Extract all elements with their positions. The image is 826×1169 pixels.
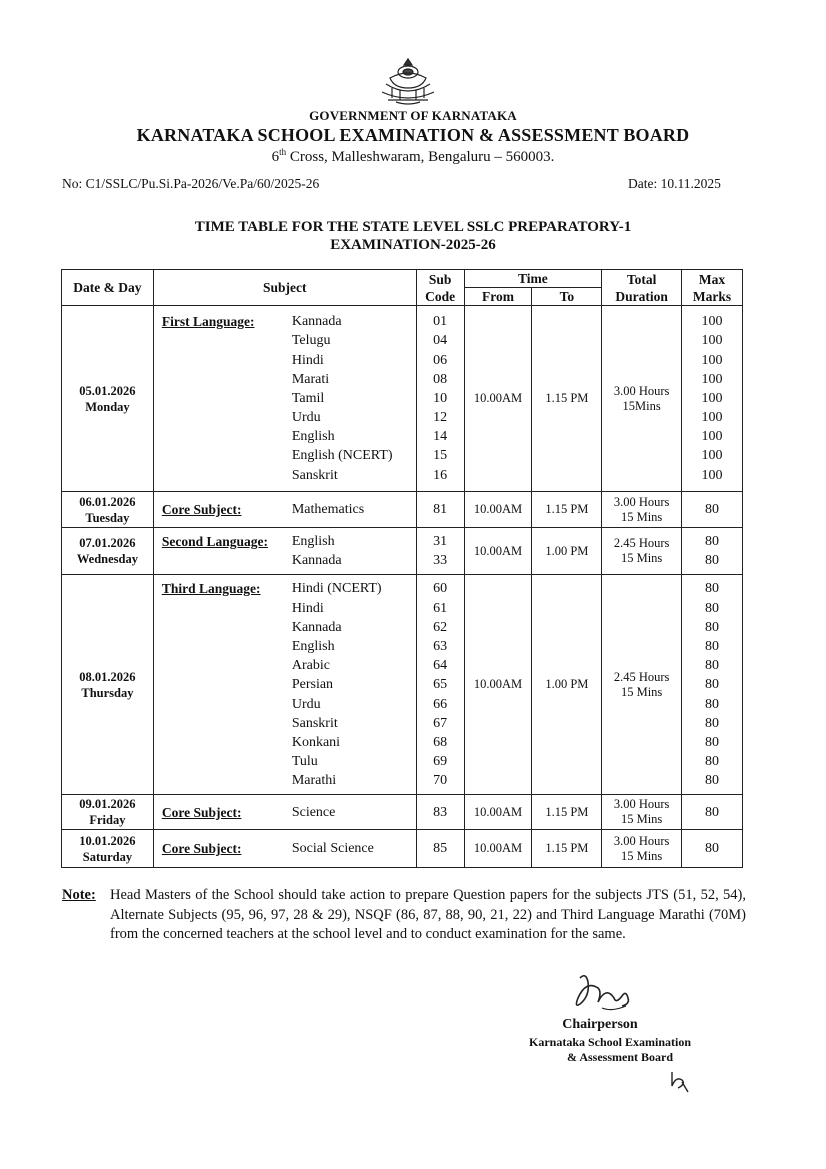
duration-hours: 3.00 Hours: [613, 383, 670, 398]
sub-code: 14: [433, 429, 448, 445]
sub-code: 66: [433, 696, 448, 712]
subject-list: [292, 500, 364, 519]
max-marks-cell: [682, 306, 743, 492]
sub-code-cell: [416, 795, 464, 830]
date-day-cell: [62, 306, 154, 492]
sub-code: 04: [433, 333, 448, 349]
initials-icon: [668, 1068, 694, 1094]
max-marks: 80: [705, 658, 720, 674]
max-marks: 100: [701, 429, 723, 445]
sub-code-cell: [416, 306, 464, 492]
subject-group-label: Core Subject:: [161, 841, 242, 857]
sub-code: 12: [433, 410, 448, 426]
sub-code-cell: [416, 492, 464, 528]
subject-name: Tamil: [291, 390, 325, 406]
board-name: KARNATAKA SCHOOL EXAMINATION & ASSESSMENT BOARD: [136, 125, 690, 145]
max-marks-cell: [682, 575, 743, 795]
subject-group-label: Second Language:: [161, 534, 268, 549]
max-marks: 80: [705, 696, 720, 712]
subject-name: Social Science: [291, 841, 374, 857]
note-label: Note:: [62, 887, 96, 903]
max-marks: 80: [705, 715, 720, 731]
sub-code: 68: [433, 734, 448, 750]
subject-name: Marati: [291, 371, 330, 387]
max-marks: 100: [701, 371, 723, 387]
sub-code: 60: [433, 581, 448, 597]
document-title-line1: TIME TABLE FOR THE STATE LEVEL SSLC PREPARATORY-1: [194, 219, 632, 235]
duration-hours: 2.45 Hours: [613, 669, 670, 684]
table-row: [62, 306, 743, 492]
exam-day: Friday: [89, 813, 126, 828]
max-marks: 80: [705, 677, 720, 693]
total-duration-cell: [602, 830, 682, 868]
time-from: 10.00AM: [464, 306, 532, 492]
duration-mins: 15Mins: [622, 398, 661, 413]
subject-name: Telugu: [291, 333, 331, 349]
sub-code-cell: [416, 830, 464, 868]
header-from: From: [464, 288, 532, 306]
subject-name: English: [291, 638, 335, 654]
header-total-duration: Total Duration: [602, 270, 682, 306]
max-marks: 80: [705, 638, 720, 654]
subject-list: [292, 579, 382, 790]
table-row: [62, 528, 743, 575]
subject-name: Urdu: [291, 410, 321, 426]
sub-code: 81: [433, 501, 448, 517]
duration-mins: 15 Mins: [620, 684, 663, 699]
exam-date: 10.01.2026: [79, 833, 136, 848]
subject-name: Konkani: [291, 734, 341, 750]
sub-code: 63: [433, 638, 448, 654]
subject-name: Sanskrit: [291, 715, 338, 731]
duration-hours: 2.45 Hours: [613, 536, 670, 551]
max-marks: 80: [705, 600, 720, 616]
sub-code: 64: [433, 658, 448, 674]
table-row: [62, 492, 743, 528]
exam-date: 09.01.2026: [79, 797, 136, 812]
subject-group-label: Third Language:: [161, 581, 261, 597]
subject-cell: [153, 528, 416, 575]
document-date: Date: 10.11.2025: [628, 176, 721, 191]
max-marks: 100: [701, 467, 723, 483]
max-marks: 100: [701, 314, 723, 330]
subject-name: Kannada: [291, 553, 342, 569]
max-marks: 80: [705, 553, 720, 569]
duration-mins: 15 Mins: [620, 509, 663, 524]
total-duration-cell: [602, 492, 682, 528]
table-row: [62, 795, 743, 830]
subject-name: Arabic: [291, 658, 330, 674]
sub-code: 10: [433, 390, 448, 406]
subject-cell: [153, 830, 416, 868]
header-date-day: Date & Day: [62, 270, 154, 306]
sub-code-cell: [416, 528, 464, 575]
sub-code: 08: [433, 371, 448, 387]
max-marks: 100: [701, 390, 723, 406]
header-max-marks: Max Marks: [682, 270, 743, 306]
exam-day: Monday: [85, 399, 130, 414]
date-day-cell: [62, 528, 154, 575]
sub-code: 83: [433, 804, 448, 820]
total-duration-cell: [602, 306, 682, 492]
subject-cell: [153, 306, 416, 492]
exam-day: Tuesday: [85, 510, 130, 525]
date-day-cell: [62, 492, 154, 528]
total-duration-cell: [602, 575, 682, 795]
sub-code: 31: [433, 534, 448, 549]
max-marks: 80: [705, 581, 720, 597]
sub-code: 85: [433, 841, 448, 857]
sub-code: 62: [433, 619, 448, 635]
max-marks: 80: [705, 804, 720, 820]
time-to: 1.15 PM: [532, 830, 602, 868]
max-marks: 80: [705, 501, 720, 517]
state-emblem-icon: [376, 56, 440, 106]
subject-list: [292, 803, 336, 822]
duration-hours: 3.00 Hours: [613, 833, 670, 848]
duration-hours: 3.00 Hours: [613, 797, 670, 812]
subject-list: [292, 312, 393, 485]
subject-name: Tulu: [291, 754, 318, 770]
header-sub-code: Sub Code: [416, 270, 464, 306]
subject-name: Kannada: [291, 619, 342, 635]
sub-code: 65: [433, 677, 448, 693]
max-marks-cell: [682, 492, 743, 528]
subject-group-label: Core Subject:: [161, 804, 242, 820]
max-marks: 100: [701, 410, 723, 426]
time-to: 1.00 PM: [532, 575, 602, 795]
exam-date: 06.01.2026: [79, 494, 136, 509]
time-from: 10.00AM: [464, 830, 532, 868]
subject-cell: [153, 795, 416, 830]
max-marks: 100: [701, 448, 723, 464]
sub-code-cell: [416, 575, 464, 795]
note-section: [62, 886, 746, 945]
max-marks: 80: [705, 773, 720, 789]
signatory-org-line1: Karnataka School Examination: [528, 1035, 692, 1049]
subject-list: [292, 839, 374, 858]
max-marks: 80: [705, 841, 720, 857]
header-time: Time: [464, 270, 602, 288]
sub-code: 67: [433, 715, 448, 731]
subject-name: Mathematics: [291, 501, 365, 517]
sub-code: 06: [433, 352, 448, 368]
max-marks-cell: [682, 795, 743, 830]
header-to: To: [532, 288, 602, 306]
subject-name: Hindi: [291, 352, 324, 368]
exam-day: Thursday: [81, 685, 134, 700]
duration-mins: 15 Mins: [620, 848, 663, 863]
document-title-line2: EXAMINATION-2025-26: [330, 237, 496, 253]
subject-name: Sanskrit: [291, 467, 338, 483]
subject-name: Hindi (NCERT): [291, 581, 382, 597]
board-address: 6th Cross, Malleshwaram, Bengaluru – 560003.: [271, 147, 555, 165]
subject-cell: [153, 492, 416, 528]
sub-code: 16: [433, 467, 448, 483]
max-marks: 80: [705, 534, 720, 549]
header-subject: Subject: [153, 270, 416, 306]
signature-icon: [562, 968, 652, 1016]
time-to: 1.15 PM: [532, 492, 602, 528]
max-marks: 80: [705, 619, 720, 635]
signatory-title: Chairperson: [562, 1017, 638, 1032]
date-day-cell: [62, 795, 154, 830]
time-from: 10.00AM: [464, 795, 532, 830]
subject-name: English (NCERT): [291, 448, 393, 464]
duration-mins: 15 Mins: [620, 812, 663, 827]
total-duration-cell: [602, 795, 682, 830]
sub-code: 01: [433, 314, 448, 330]
exam-date: 05.01.2026: [79, 383, 136, 398]
time-from: 10.00AM: [464, 492, 532, 528]
subject-cell: [153, 575, 416, 795]
max-marks-cell: [682, 830, 743, 868]
reference-number: No: C1/SSLC/Pu.Si.Pa-2026/Ve.Pa/60/2025-26: [62, 176, 320, 191]
max-marks: 80: [705, 734, 720, 750]
total-duration-cell: [602, 528, 682, 575]
note-text: Head Masters of the School should take action to prepare Question papers for the subjects JTS (51, 52, 54), Alternate Subjects (95, 96, 97, 28 & 29), NSQF (86, 87, 88, 90, 21, 22) and Third Language Marathi (70M) from the concerned teachers at the school level and to conduct examination for the same.: [110, 887, 746, 942]
sub-code: 15: [433, 448, 448, 464]
table-row: [62, 830, 743, 868]
sub-code: 61: [433, 600, 448, 616]
time-from: 10.00AM: [464, 528, 532, 575]
max-marks: 100: [701, 352, 723, 368]
exam-day: Saturday: [82, 849, 133, 864]
sub-code: 69: [433, 754, 448, 770]
exam-date: 08.01.2026: [79, 669, 136, 684]
date-day-cell: [62, 575, 154, 795]
subject-name: Marathi: [291, 773, 337, 789]
subject-name: Science: [291, 804, 336, 820]
duration-mins: 15 Mins: [620, 551, 663, 566]
max-marks-cell: [682, 528, 743, 575]
subject-name: Urdu: [291, 696, 321, 712]
subject-name: Hindi: [291, 600, 324, 616]
table-row: [62, 575, 743, 795]
subject-group-label: Core Subject:: [161, 501, 242, 517]
exam-day: Wednesday: [76, 552, 138, 567]
sub-code: 33: [433, 553, 448, 569]
time-from: 10.00AM: [464, 575, 532, 795]
exam-date: 07.01.2026: [79, 536, 136, 551]
timetable: [61, 269, 743, 868]
subject-group-label: First Language:: [161, 314, 255, 330]
subject-name: Kannada: [291, 314, 342, 330]
subject-name: Persian: [291, 677, 334, 693]
signatory-org-line2: & Assessment Board: [566, 1050, 673, 1064]
max-marks: 100: [701, 333, 723, 349]
government-name: GOVERNMENT OF KARNATAKA: [309, 108, 517, 123]
subject-name: English: [291, 429, 335, 445]
time-to: 1.00 PM: [532, 528, 602, 575]
date-day-cell: [62, 830, 154, 868]
subject-name: English: [291, 534, 335, 549]
subject-list: [292, 532, 342, 570]
sub-code: 70: [433, 773, 448, 789]
time-to: 1.15 PM: [532, 306, 602, 492]
time-to: 1.15 PM: [532, 795, 602, 830]
max-marks: 80: [705, 754, 720, 770]
duration-hours: 3.00 Hours: [613, 494, 670, 509]
